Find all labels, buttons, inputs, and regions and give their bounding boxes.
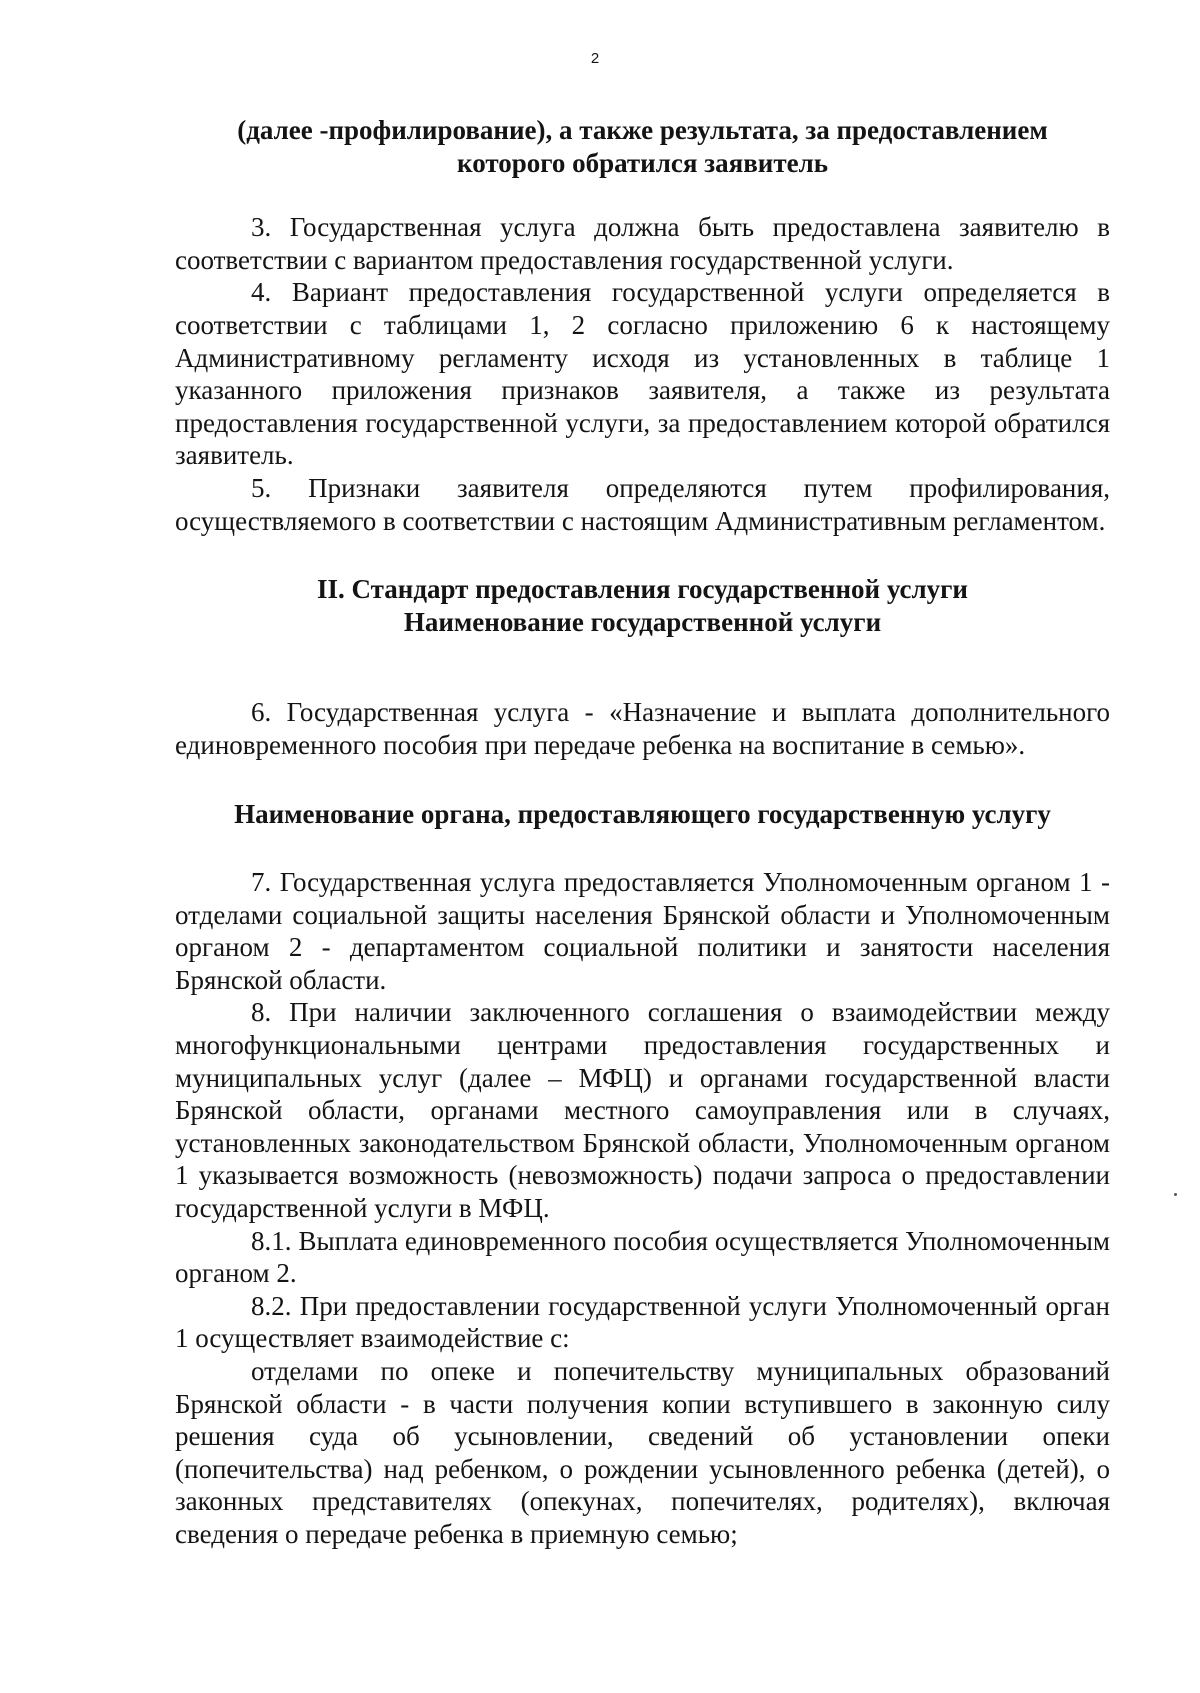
- section-2-subtitle: Наименование государственной услуги: [403, 606, 882, 637]
- scan-speck: [1174, 1193, 1177, 1196]
- intro-heading: [175, 114, 1110, 179]
- spacer: [175, 638, 1110, 696]
- paragraph-7: 7. Государственная услуга предоставляется Уполномоченным органом 1 - отделами социальной защиты населения Брянской области и Уполномоченным органом 2 - департаментом социальной политики и занятости населения Брянской области.: [175, 867, 1110, 995]
- intro-heading-line-2: которого обратился заявитель: [457, 147, 828, 178]
- paragraph-4: 4. Вариант предоставления государственной услуги определяется в соответствии с таблицами 1, 2 согласно приложению 6 к настоящему Административному регламенту исходя из установленных в таблице 1 указанного приложения признаков заявителя, а также из результата предоставления государственной услуги, за предоставлением которой обратился заявитель.: [175, 277, 1110, 471]
- document-body: [175, 114, 1110, 1551]
- spacer: [175, 762, 1110, 798]
- paragraph-8-1: 8.1. Выплата единовременного пособия осуществляется Уполномоченным органом 2.: [175, 1225, 1110, 1289]
- paragraph-8-2: 8.2. При предоставлении государственной услуги Уполномоченный орган 1 осуществляет взаимодействие с:: [175, 1290, 1110, 1354]
- organ-heading: Наименование органа, предоставляющего государственную услугу: [234, 798, 1051, 829]
- section-2-heading: [175, 573, 1110, 638]
- spacer: [175, 537, 1110, 573]
- spacer: [175, 830, 1110, 866]
- intro-heading-line-1: (далее -профилирование), а также результата, за предоставлением: [237, 115, 1048, 145]
- paragraph-5: 5. Признаки заявителя определяются путем профилирования, осуществляемого в соответствии с настоящим Административным регламентом.: [175, 472, 1110, 536]
- section-2-title: II. Стандарт предоставления государственной услуги: [317, 574, 968, 605]
- paragraph-6: 6. Государственная услуга - «Назначение и выплата дополнительного единовременного пособия при передаче ребенка на воспитание в семью».: [175, 697, 1110, 760]
- page-number: 2: [590, 50, 600, 67]
- spacer: [175, 179, 1110, 211]
- paragraph-8: 8. При наличии заключенного соглашения о взаимодействии между многофункциональными центрами предоставления государственных и муниципальных услуг (далее – МФЦ) и органами государственной власти Брянской области, органами местного самоуправления или в случаях, установленных законодательством Брянской области, Уполномоченным органом 1 указывается возможность (невозможность) подачи запроса о предоставлении государственной услуги в МФЦ.: [175, 997, 1110, 1224]
- paragraph-8-2-item-1: отделами по опеке и попечительству муниципальных образований Брянской области - в части получения копии вступившего в законную силу решения суда об усыновлении, сведений об установлении опеки (попечительства) над ребенком, о рождении усыновленного ребенка (детей), о законных представителях (опекунах, попечителях, родителях), включая сведения о передаче ребенка в приемную семью;: [175, 1356, 1110, 1549]
- paragraph-3: 3. Государственная услуга должна быть предоставлена заявителю в соответствии с вариантом предоставления государственной услуги.: [175, 212, 1110, 275]
